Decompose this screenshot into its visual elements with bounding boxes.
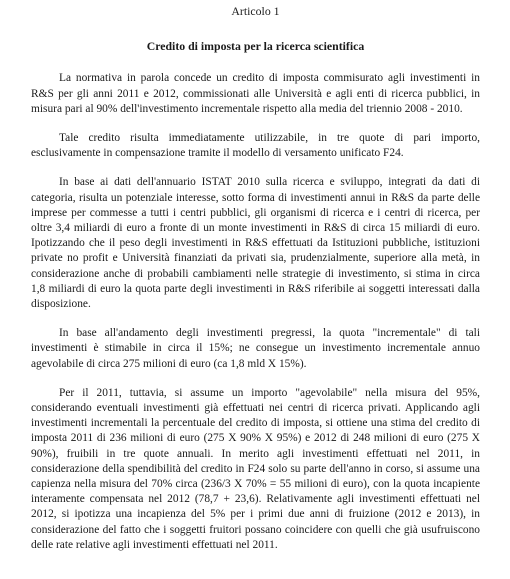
paragraph-5: Per il 2011, tuttavia, si assume un importo "agevolabile" nella misura del 95%, considerando eventuali investimenti già effettuati nei centri di ricerca privati. Applicando agli investimenti incrementali la percentuale del credito di imposta, si ottiene una stima del credito di imposta 2011 di 236 milioni di euro (275 X 90% X 95%) e 2012 di 248 milioni di euro (275 X 90%), fruibili in tre quote annuali. In merito agli investimenti effettuati nel 2011, in considerazione della spendibilità del credito in F24 solo su parte dell'anno in corso, si assume una capienza nella misura del 70% circa (236/3 X 70% = 55 milioni di euro), con la quota incapiente interamente compensata nel 2012 (78,7 + 23,6). Relativamente agli investimenti effettuati nel 2012, si ipotizza una incapienza del 5% per i primi due anni di fruizione (2012 e 2013), in considerazione del fatto che i soggetti fruitori possano coincidere con quelli che già usufruiscono delle rate relative agli investimenti effettuati nel 2011.: [31, 386, 480, 551]
paragraph-3: In base ai dati dell'annuario ISTAT 2010 sulla ricerca e sviluppo, integrati da dati di categoria, risulta un potenziale interesse, sotto forma di investimenti annui in R&S da parte delle imprese per commesse a tutti i centri pubblici, gli organismi di ricerca e i centri di ricerca, per oltre 3,4 miliardi di euro a fronte di un monte investimenti in R&S di circa 15 miliardi di euro. Ipotizzando che il peso degli investimenti in R&S effettuati da Istituzioni pubbliche, istituzioni private no profit e Università finanziati da privati sia, prudenzialmente, superiore alla metà, in considerazione anche di probabili cambiamenti nelle strategie di investimento, si stima in circa 1,8 miliardi di euro la quota parte degli investimenti in R&S riferibile ai soggetti interessati dalla disposizione.: [31, 176, 480, 311]
article-heading: Articolo 1: [231, 4, 280, 18]
paragraph-2: Tale credito risulta immediatamente utilizzabile, in tre quote di pari importo, esclusivamente in compensazione tramite il modello di versamento unificato F24.: [31, 132, 480, 160]
paragraph-1: La normativa in parola concede un credito di imposta commisurato agli investimenti in R&S per gli anni 2011 e 2012, commissionati alle Università e agli enti di ricerca pubblici, in misura pari al 90% dell'investimento incrementale rispetto alla media del triennio 2008 - 2010.: [31, 72, 480, 115]
paragraph-4: In base all'andamento degli investimenti pregressi, la quota "incrementale" di tali investimenti è stimabile in circa il 15%; ne consegue un investimento incrementale annuo agevolabile di circa 275 milioni di euro (ca 1,8 mld X 15%).: [31, 327, 480, 370]
document-title: Credito di imposta per la ricerca scientifica: [146, 39, 365, 54]
